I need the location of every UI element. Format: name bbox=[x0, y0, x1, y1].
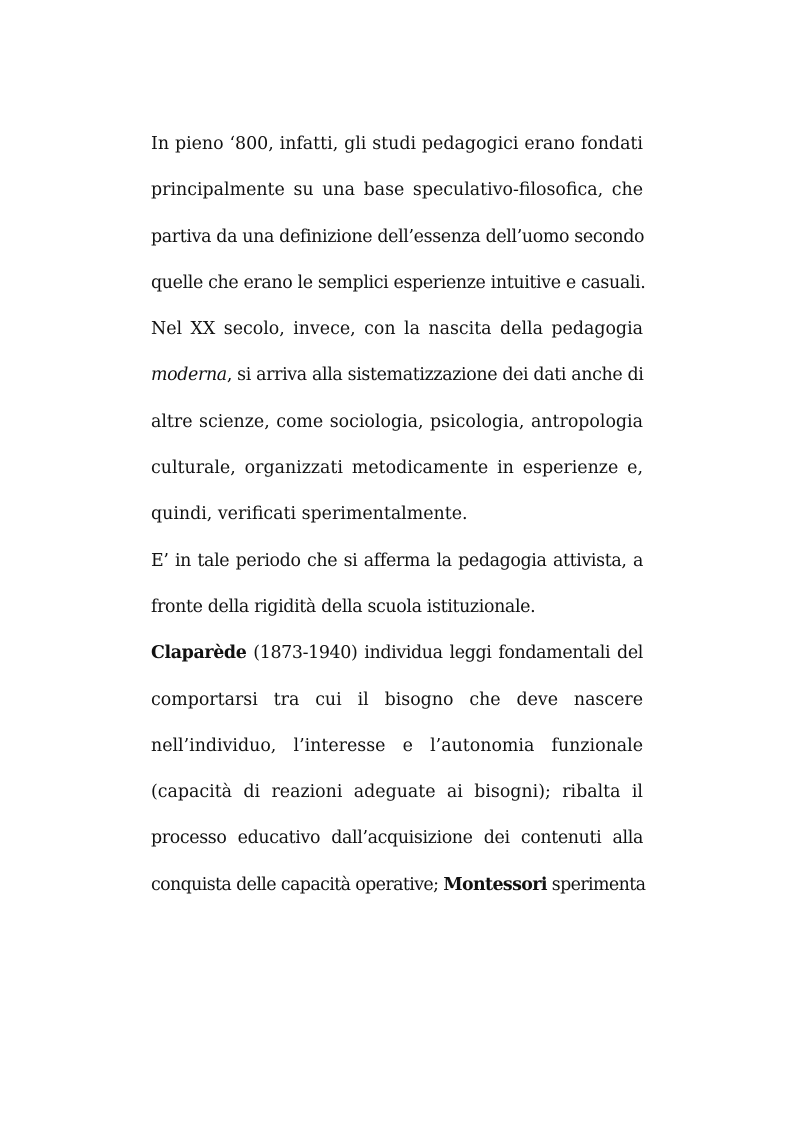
paragraph-4 bbox=[151, 637, 646, 915]
text-line: comportarsi tra cui il bisogno che deve nascere bbox=[151, 689, 643, 710]
text-span: (1873-1940) individua leggi fondamentali del bbox=[246, 643, 643, 664]
text-line: Nel XX secolo, invece, con la nascita della pedagogia bbox=[151, 319, 643, 340]
text-line: quindi, verificati sperimentalmente. bbox=[151, 504, 468, 525]
text-line: fronte della rigidità della scuola istituzionale. bbox=[151, 596, 536, 617]
italic-term: moderna bbox=[151, 365, 227, 386]
bold-name: Montessori bbox=[443, 874, 547, 895]
text-span: , si arriva alla sistematizzazione dei dati anche di bbox=[226, 365, 644, 386]
paragraph-2 bbox=[151, 313, 643, 544]
text-line: E’ in tale periodo che si afferma la pedagogia attivista, a bbox=[151, 550, 643, 571]
text-line: quelle che erano le semplici esperienze intuitive e casuali. bbox=[151, 272, 646, 293]
text-line: altre scienze, come sociologia, psicologia, antropologia bbox=[151, 411, 643, 432]
text-line: processo educativo dall’acquisizione dei contenuti alla bbox=[151, 828, 643, 849]
text-line: nell’individuo, l’interesse e l’autonomia funzionale bbox=[151, 735, 643, 756]
paragraph-3 bbox=[151, 545, 643, 638]
text-line: In pieno ‘800, infatti, gli studi pedagogici erano fondati bbox=[151, 134, 643, 154]
text-line bbox=[151, 637, 643, 683]
text-line bbox=[151, 359, 643, 405]
text-line: culturale, organizzati metodicamente in esperienze e, bbox=[151, 458, 643, 479]
text-line: (capacità di reazioni adeguate ai bisogni); ribalta il bbox=[151, 782, 643, 803]
text-span: sperimenta bbox=[546, 874, 646, 895]
document-body bbox=[151, 128, 646, 915]
bold-name: Claparède bbox=[151, 643, 247, 664]
text-line bbox=[151, 869, 646, 915]
text-span: conquista delle capacità operative; bbox=[151, 874, 444, 895]
paragraph-1 bbox=[151, 128, 646, 313]
text-line: partiva da una definizione dell’essenza dell’uomo secondo bbox=[151, 226, 645, 247]
text-line: principalmente su una base speculativo-filosofica, che bbox=[151, 180, 643, 201]
